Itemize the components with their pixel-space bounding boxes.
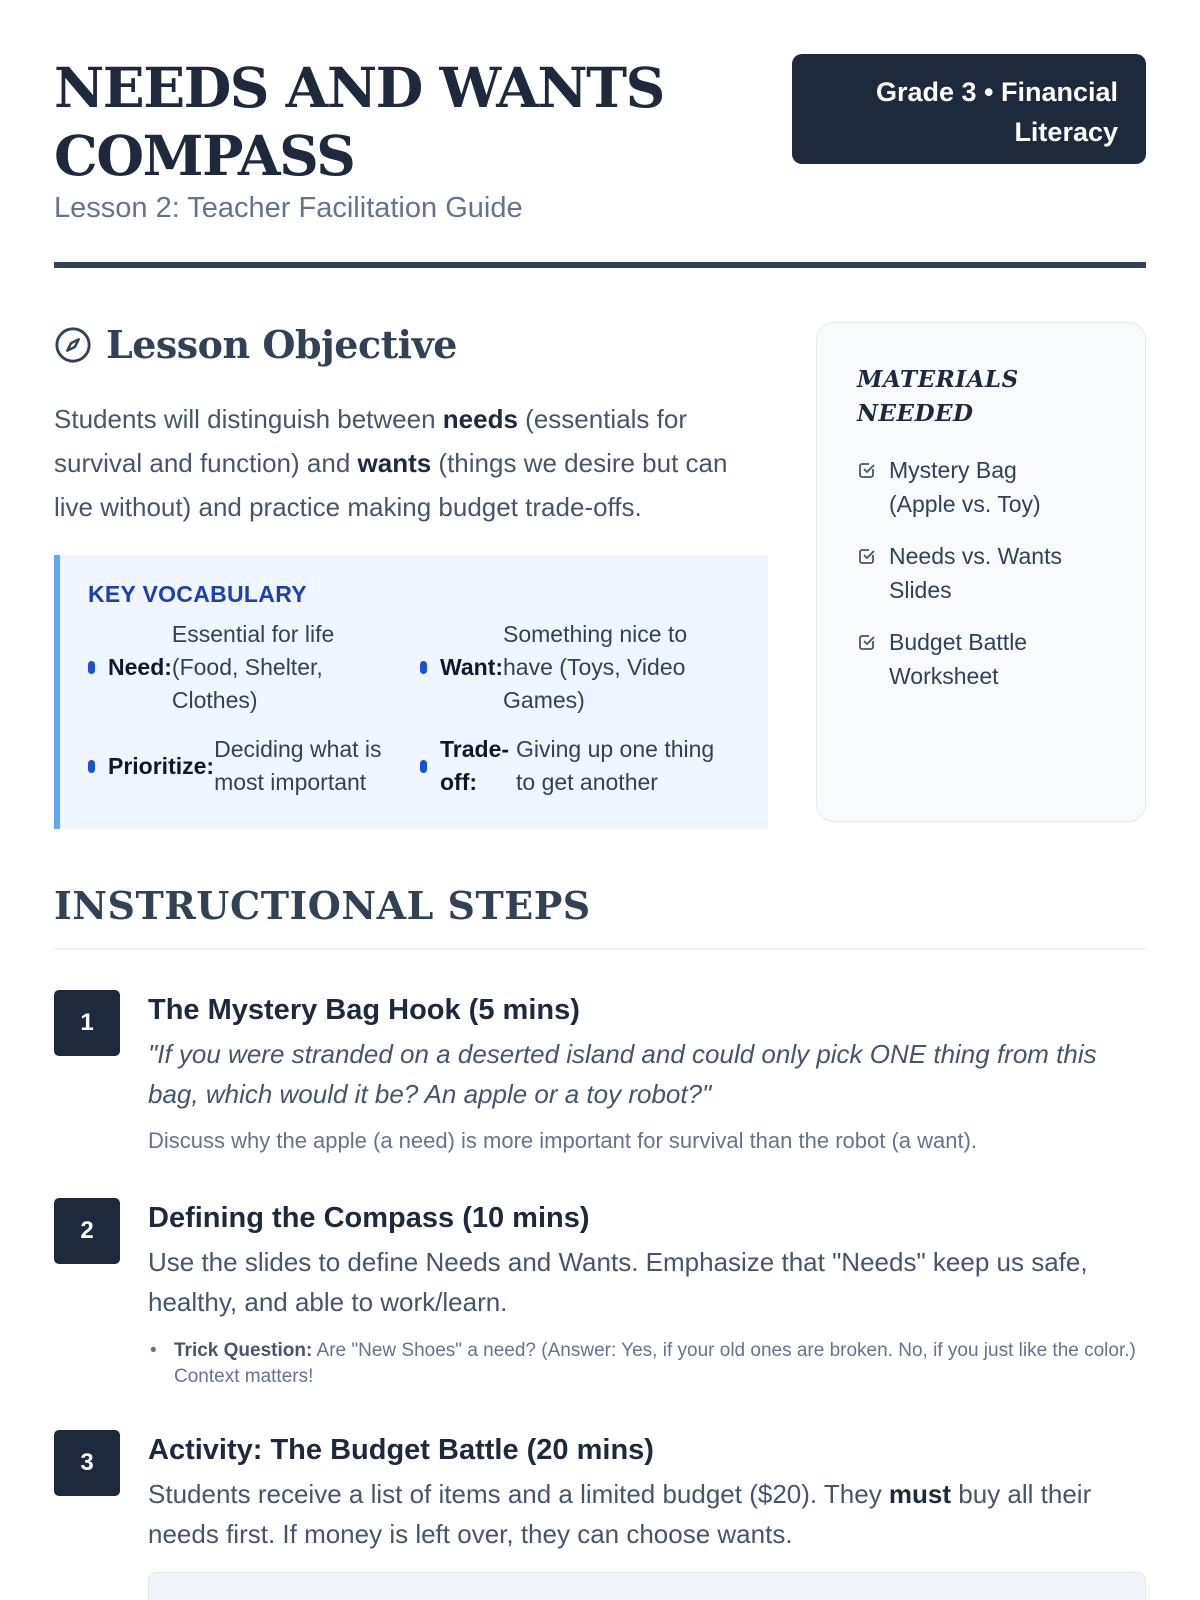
vocab-definition: Something nice to have (Toys, Video Games) [503, 621, 688, 713]
vocab-term: Prioritize: [108, 752, 215, 779]
material-label: Budget Battle Worksheet [889, 629, 1028, 689]
objective-column [54, 322, 768, 829]
objective-bold-needs: needs [442, 404, 518, 434]
material-item [857, 539, 1105, 607]
material-item [857, 625, 1105, 693]
vocab-item-need [88, 618, 420, 717]
objective-section [54, 322, 1146, 829]
page-subtitle: Lesson 2: Teacher Facilitation Guide [54, 192, 523, 224]
step-3 [54, 1430, 1146, 1600]
step-2 [54, 1198, 1146, 1390]
vocab-definition: Essential for life (Food, Shelter, Clothes) [171, 621, 335, 713]
bullet-text: Are "New Shoes" a need? (Answer: Yes, if your old ones are broken. No, if you just like the color.) Context matters! [174, 1340, 1136, 1387]
vocab-term: Want: [440, 654, 504, 680]
grade-badge [792, 54, 1146, 164]
material-label: Mystery Bag (Apple vs. Toy) [889, 457, 1041, 517]
vocab-item-prioritize [88, 733, 420, 799]
bullet-icon [420, 661, 427, 674]
step-title: Defining the Compass (10 mins) [148, 1202, 590, 1234]
checkbox-icon [857, 460, 877, 480]
bullet-icon [420, 760, 427, 773]
title-line-2: COMPASS [54, 123, 355, 188]
key-vocabulary-box [54, 555, 768, 829]
step-bullet-list [148, 1338, 1146, 1390]
vocab-definition: Deciding what is most important [214, 736, 382, 795]
step-body [148, 990, 1146, 1154]
step-number-badge: 3 [54, 1430, 120, 1496]
badge-line-2: Literacy [1014, 117, 1118, 147]
trick-question-bullet [148, 1338, 1146, 1390]
objective-text [54, 397, 768, 529]
steps-divider [54, 948, 1146, 950]
objective-text-part: (things we desire but can live without) and practice making budget trade-offs. [54, 448, 728, 522]
vocab-definition: Giving up one thing to get another [516, 736, 715, 795]
checkbox-icon [857, 546, 877, 566]
page-header [54, 54, 1146, 228]
objective-text-part: Students will distinguish between [54, 404, 443, 434]
page-title [54, 54, 694, 190]
objective-heading [54, 322, 768, 367]
step-number-badge: 1 [54, 990, 120, 1056]
title-line-1: NEEDS AND WANTS [54, 55, 664, 120]
vocab-term: Need: [108, 654, 172, 680]
objective-title: Lesson Objective [106, 322, 457, 367]
step-body [148, 1430, 1146, 1600]
instructional-steps-heading: INSTRUCTIONAL STEPS [54, 883, 591, 928]
vocab-item-want [420, 618, 740, 717]
vocab-term: Trade-off: [440, 736, 510, 795]
material-label: Needs vs. Wants Slides [889, 543, 1062, 603]
step-text-bold: must [888, 1479, 952, 1509]
vocabulary-grid [88, 618, 740, 799]
materials-list [857, 453, 1105, 693]
materials-card [816, 322, 1146, 822]
vocab-item-trade-off [420, 733, 740, 799]
step-quote: "If you were stranded on a deserted island and could only pick ONE thing from this bag, which would it be? An apple or a toy robot?" [148, 1039, 1097, 1109]
materials-title: MATERIALS NEEDED [857, 366, 1019, 427]
badge-line-1: Grade 3 • Financial [875, 77, 1118, 107]
title-block [54, 54, 694, 228]
bullet-icon [88, 760, 95, 773]
checkbox-icon [857, 632, 877, 652]
step-text [148, 1474, 1146, 1554]
step-text-part: buy all their needs first. If money is left over, they can choose wants. [148, 1479, 1092, 1549]
bullet-label: Trick Question: [174, 1340, 313, 1361]
step-body [148, 1198, 1146, 1390]
step-text: Use the slides to define Needs and Wants. Emphasize that "Needs" keep us safe, healthy, and able to work/learn. [148, 1247, 1088, 1317]
step-1 [54, 990, 1146, 1154]
objective-text-part: (essentials for survival and function) and [54, 404, 688, 478]
step-number-badge: 2 [54, 1198, 120, 1264]
bullet-icon [88, 661, 95, 674]
step-note: Discuss why the apple (a need) is more important for survival than the robot (a want). [148, 1128, 978, 1153]
step-text-part: Students receive a list of items and a limited budget ($20). They [148, 1479, 889, 1509]
header-divider [54, 262, 1146, 268]
step-title: Activity: The Budget Battle (20 mins) [148, 1434, 654, 1466]
step-title: The Mystery Bag Hook (5 mins) [148, 994, 580, 1026]
vocabulary-title: KEY VOCABULARY [88, 581, 307, 607]
budget-worksheet-box [148, 1572, 1146, 1600]
objective-bold-wants: wants [357, 448, 432, 478]
material-item [857, 453, 1105, 521]
compass-icon [54, 326, 92, 364]
